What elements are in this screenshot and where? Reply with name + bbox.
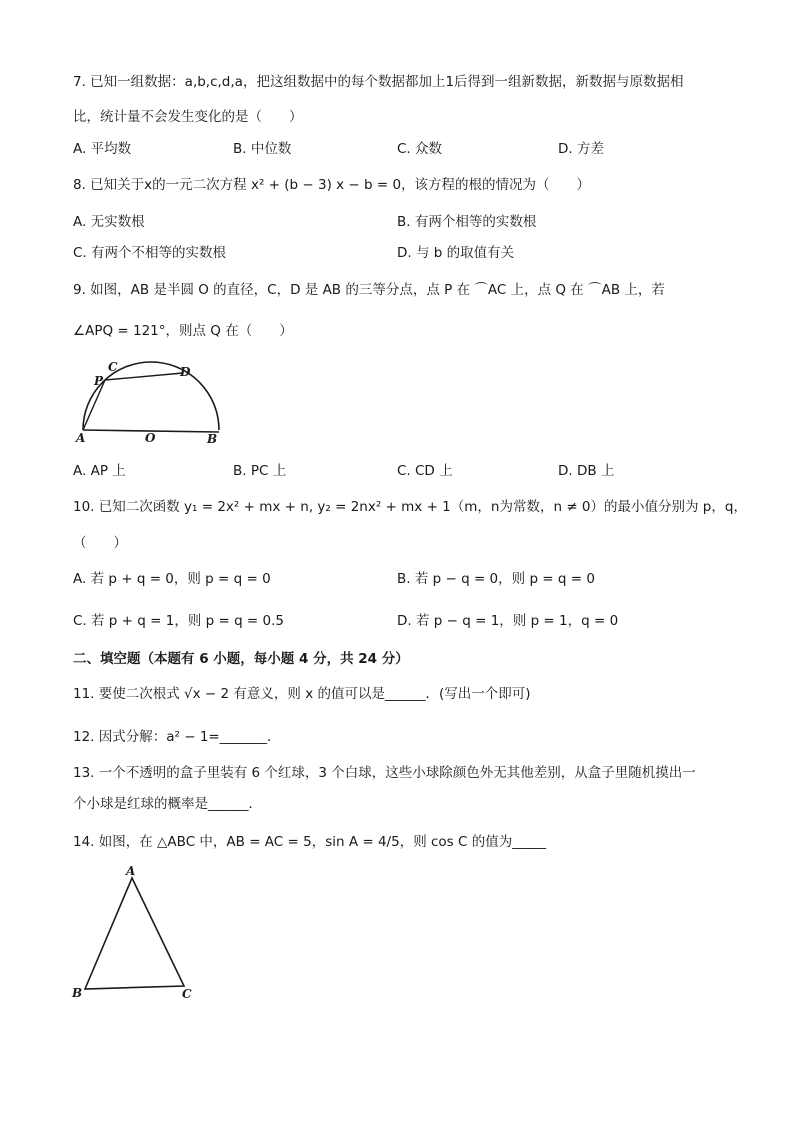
- q13-line2: 个小球是红球的概率是______．: [73, 796, 262, 812]
- label-d: D: [180, 365, 191, 379]
- semicircle-figure: [75, 358, 225, 448]
- triangle-abc: [85, 878, 184, 989]
- triangle-figure: [68, 864, 208, 1004]
- q10-option-b: B. 若 p − q = 0，则 p = q = 0: [397, 571, 595, 587]
- q7-option-a: A. 平均数: [73, 141, 132, 157]
- q10-line1: 10. 已知二次函数 y₁ = 2x² + mx + n, y₂ = 2nx² + mx + 1（m，n为常数，n ≠ 0）的最小值分别为 p，q，: [73, 499, 747, 515]
- q8-line1: 8. 已知关于x的一元二次方程 x² + (b − 3) x − b = 0，该方程的根的情况为（ ）: [73, 177, 591, 193]
- semicircle-arc: [83, 362, 219, 430]
- q9-option-b: B. PC 上: [233, 463, 287, 479]
- q9-option-c: C. CD 上: [397, 463, 453, 479]
- label-a: A: [126, 864, 136, 878]
- label-b: B: [72, 986, 83, 1000]
- label-a: A: [76, 431, 86, 445]
- q7-option-d: D. 方差: [558, 141, 604, 157]
- q9-line1: 9. 如图，AB 是半圆 O 的直径，C，D 是 AB 的三等分点，点 P 在 ⌒AC 上，点 Q 在 ⌒AB 上，若: [73, 282, 665, 298]
- q9-line2: ∠APQ = 121°，则点 Q 在（ ）: [73, 323, 293, 339]
- chord-pd: [105, 373, 183, 380]
- q8-option-c: C. 有两个不相等的实数根: [73, 245, 227, 261]
- label-o: O: [145, 431, 156, 445]
- label-c: C: [182, 987, 192, 1001]
- q7-option-b: B. 中位数: [233, 141, 292, 157]
- section-heading: 二、填空题（本题有 6 小题，每小题 4 分，共 24 分）: [73, 651, 409, 667]
- q14-line1: 14. 如图，在 △ABC 中，AB = AC = 5，sin A = 4/5，则 cos C 的值为_____: [73, 834, 546, 850]
- label-p: P: [94, 374, 104, 388]
- q7-line1: 7. 已知一组数据：a,b,c,d,a，把这组数据中的每个数据都加上1后得到一组新数据，新数据与原数据相: [73, 74, 684, 90]
- q8-option-b: B. 有两个相等的实数根: [397, 214, 537, 230]
- q10-option-c: C. 若 p + q = 1，则 p = q = 0.5: [73, 613, 285, 629]
- label-b: B: [207, 432, 218, 446]
- q7-option-c: C. 众数: [397, 141, 443, 157]
- q10-line2: （ ）: [73, 535, 127, 551]
- q12-text: 12. 因式分解：a² − 1=_______．: [73, 729, 281, 745]
- q13-line1: 13. 一个不透明的盒子里装有 6 个红球，3 个白球，这些小球除颜色外无其他差别，从盒子里随机摸出一: [73, 765, 696, 781]
- label-c: C: [108, 360, 118, 374]
- q9-option-a: A. AP 上: [73, 463, 126, 479]
- q9-option-d: D. DB 上: [558, 463, 615, 479]
- q10-option-d: D. 若 p − q = 1，则 p = 1，q = 0: [397, 613, 619, 629]
- q8-option-d: D. 与 b 的取值有关: [397, 245, 515, 261]
- q11-text: 11. 要使二次根式 √x − 2 有意义，则 x 的值可以是______．(写出一个即可): [73, 686, 531, 702]
- q7-line2: 比，统计量不会发生变化的是（ ）: [73, 109, 303, 125]
- q10-option-a: A. 若 p + q = 0，则 p = q = 0: [73, 571, 271, 587]
- q8-option-a: A. 无实数根: [73, 214, 145, 230]
